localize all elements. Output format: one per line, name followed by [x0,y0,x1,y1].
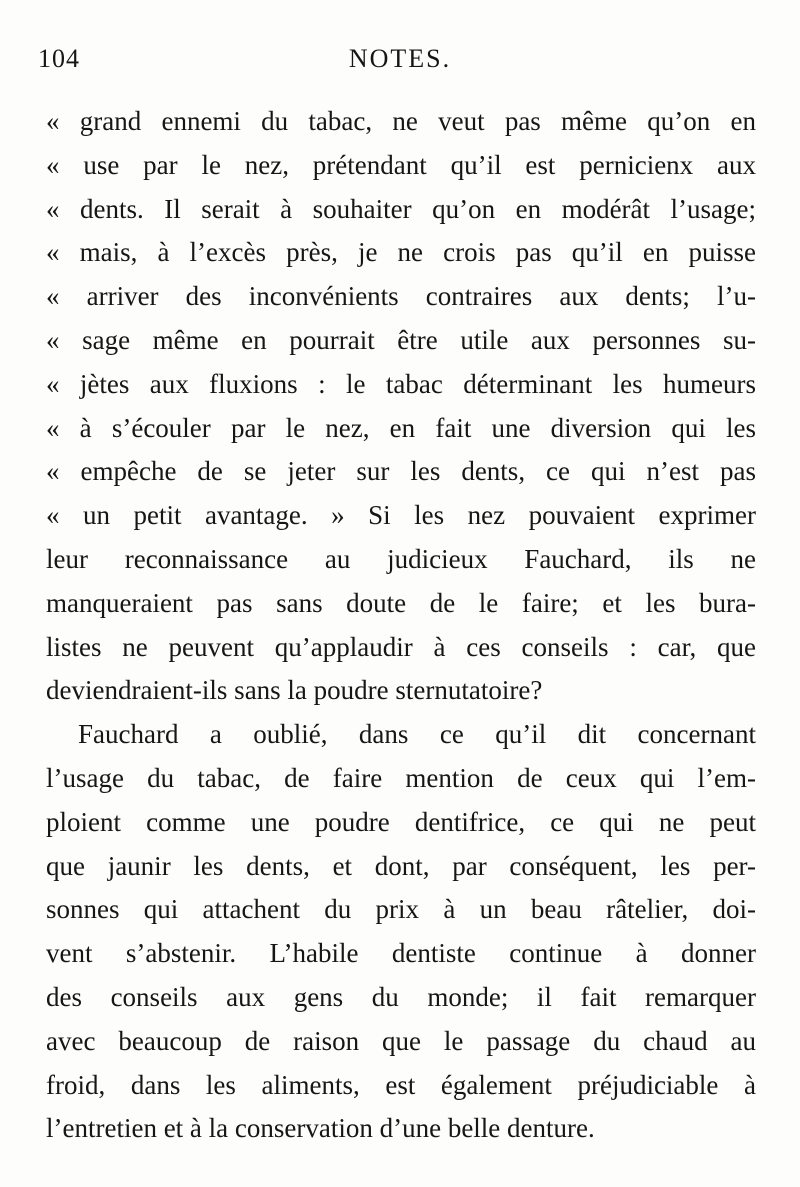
text-line: avec beaucoup de raison que le passage du chaud au [46,1025,756,1056]
text-line: « empêche de se jeter sur les dents, ce qui n’est pas [46,456,756,487]
text-line: manqueraient pas sans doute de le faire; et les bura- [46,587,756,618]
text-line: « jètes aux fluxions : le tabac déterminant les humeurs [46,368,756,399]
text-line: « dents. Il serait à souhaiter qu’on en modérât l’usage; [46,193,756,224]
text-line: deviendraient-ils sans la poudre sternutatoire? [46,675,543,706]
text-line: « use par le nez, prétendant qu’il est pernicienx aux [46,149,756,180]
text-line: leur reconnaissance au judicieux Fauchard, ils ne [46,543,756,574]
text-line: l’usage du tabac, de faire mention de ceux qui l’em- [46,762,756,793]
running-head: NOTES. [348,44,452,73]
text-line: ploient comme une poudre dentifrice, ce qui ne peut [46,806,756,837]
text-line: sonnes qui attachent du prix à un beau râtelier, doi- [46,894,756,925]
page-number: 104 [38,44,80,73]
text-line: « arriver des inconvénients contraires aux dents; l’u- [46,281,756,312]
text-line: froid, dans les aliments, est également préjudiciable à [46,1069,756,1100]
body-text [46,100,756,1151]
text-line: vent s’abstenir. L’habile dentiste continue à donner [46,938,756,969]
text-line: l’entretien et à la conservation d’une belle denture. [46,1113,595,1144]
text-line: « sage même en pourrait être utile aux personnes su- [46,324,756,355]
text-line: des conseils aux gens du monde; il fait remarquer [46,981,756,1012]
text-line: « à s’écouler par le nez, en fait une diversion qui les [46,412,756,443]
text-line: « un petit avantage. » Si les nez pouvaient exprimer [46,500,756,531]
text-line: « grand ennemi du tabac, ne veut pas même qu’on en [46,106,756,136]
paragraph-start-line: Fauchard a oublié, dans ce qu’il dit concernant [78,719,756,750]
text-line: que jaunir les dents, et dont, par conséquent, les per- [46,850,756,881]
text-line: « mais, à l’excès près, je ne crois pas qu’il en puisse [46,237,756,268]
text-line: listes ne peuvent qu’applaudir à ces conseils : car, que [46,631,756,662]
